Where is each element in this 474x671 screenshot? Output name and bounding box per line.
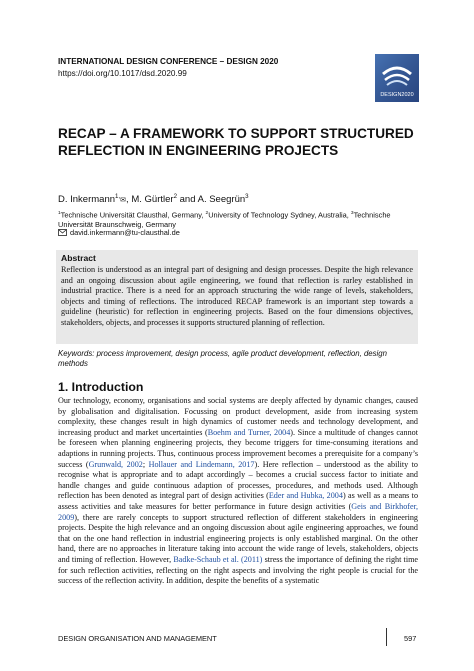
doi-link[interactable]: https://doi.org/10.1017/dsd.2020.99	[58, 68, 187, 78]
design-conference-logo	[375, 54, 419, 102]
citation-link[interactable]: Hollauer and Lindemann, 2017	[148, 459, 255, 469]
author-separator: ,	[126, 194, 132, 206]
body-text: ) as well as a means to assess activities and take measures for better performance in future design activities (	[58, 491, 419, 511]
affiliation-text: Technische Universität Clausthal, Germany,	[60, 210, 206, 220]
citation-link[interactable]: Geis and Birkhofer, 2009	[58, 501, 418, 522]
abstract-heading: Abstract	[61, 253, 96, 263]
page-number: 597	[404, 634, 417, 643]
section-heading: 1. Introduction	[58, 380, 144, 394]
author-name: A. Seegrün	[197, 194, 246, 206]
body-text: ). Since a multitude of changes cannot be foreseen when planning engineering projects, they become triggers for time-consuming iterations and adaptions in running projects. Thus, continuous process improvement becomes a prerequisite for a company’s success (	[58, 427, 418, 469]
author-name: D. Inkermann	[58, 194, 116, 206]
paper-title: RECAP – A FRAMEWORK TO SUPPORT STRUCTURED REFLECTION IN ENGINEERING PROJECTS	[58, 126, 414, 158]
body-paragraph	[58, 396, 418, 587]
keywords: Keywords: process improvement, design process, agile product development, reflection, design methods	[58, 349, 387, 368]
body-text: Our technology, economy, organisations and social systems are deeply affected by dynamic changes, caused by globalisation and digitalisation. Focussing on product development, aside from increasing system complexity, these changes result in high dynamics of customer needs and technology development, and increasing product and market uncertainties (	[58, 396, 418, 437]
abstract-box	[56, 250, 418, 344]
citation-link[interactable]: Grunwald, 2002	[88, 459, 143, 469]
affiliation-text: Technische Universität Braunschweig, Germany	[58, 210, 391, 230]
footer-section: DESIGN ORGANISATION AND MANAGEMENT	[58, 634, 217, 643]
abstract-text: Reflection is understood as an integral part of designing and design processes. Despite the high relevance and an ongoing discussion about agile engineering, we found that reflection is rarley established in industrial practice. There is a need for an approach structuring the wide range of levels, stakeholders, objects and timing of reflections. The introduced RECAP framework is an important step towards a guideline (heuristic) for reflection in engineering projects. Based on the four dimensions objectives, stakeholders, objects, and processes it supports structured planning of reflection.	[61, 265, 413, 327]
citation-link[interactable]: Eder and Hubka, 2004	[268, 491, 343, 501]
affiliation-text: University of Technology Sydney, Australia,	[208, 210, 351, 220]
email-address[interactable]: david.inkermann@tu-clausthal.de	[70, 228, 180, 237]
envelope-icon: ✉	[120, 197, 127, 205]
body-text: ;	[142, 459, 149, 469]
conference-name: INTERNATIONAL DESIGN CONFERENCE – DESIGN 2020	[58, 57, 279, 66]
author-sup: 2	[173, 193, 177, 200]
logo-text: DESIGN2020	[380, 92, 414, 98]
citation-link[interactable]: Badke-Schaub et al. (2011)	[173, 554, 263, 564]
body-text: ). Here reflection – understood as the ability to recognise what is appropriate and to adapt accordingly – becomes a crucial success factor to initiate and handle changes and guide continuous adaption of processes, procedures, and methods used. Although reflection has been denoted as integral part of design activities (	[58, 459, 418, 501]
citation-link[interactable]: Boehm and Turner, 2004	[207, 427, 291, 437]
affiliation-sup: 2	[205, 211, 209, 216]
affiliation-sup: 3	[350, 211, 354, 216]
affiliation-sup: 1	[58, 211, 61, 216]
body-text: stress the importance of defining the right time for such reflection activities, reflecting on the right aspects and involving the right people is crucial for the success of the reflection activity. In addition, despite the benefits of a systematic	[58, 554, 418, 586]
body-text: ), there are rarely concepts to support structured reflection of different stakeholders in engineering projects. Despite the high relevance and an ongoing discussion about agile engineering approaches, we found that on the one hand reflection in industrial engineering projects is only established marginal. On the other hand, there are no approaches in literature taking into account the wide range of levels, stakeholders, objects and timing of reflection. However,	[58, 512, 418, 564]
author-list	[58, 193, 249, 205]
author-sup: 1,	[115, 193, 121, 200]
author-sup: 3	[245, 193, 249, 200]
email-line	[58, 228, 180, 237]
footer-divider	[386, 628, 387, 646]
conference-header	[58, 56, 278, 79]
author-and: and	[177, 194, 198, 206]
author-name: M. Gürtler	[131, 194, 174, 206]
envelope-icon	[58, 229, 67, 236]
